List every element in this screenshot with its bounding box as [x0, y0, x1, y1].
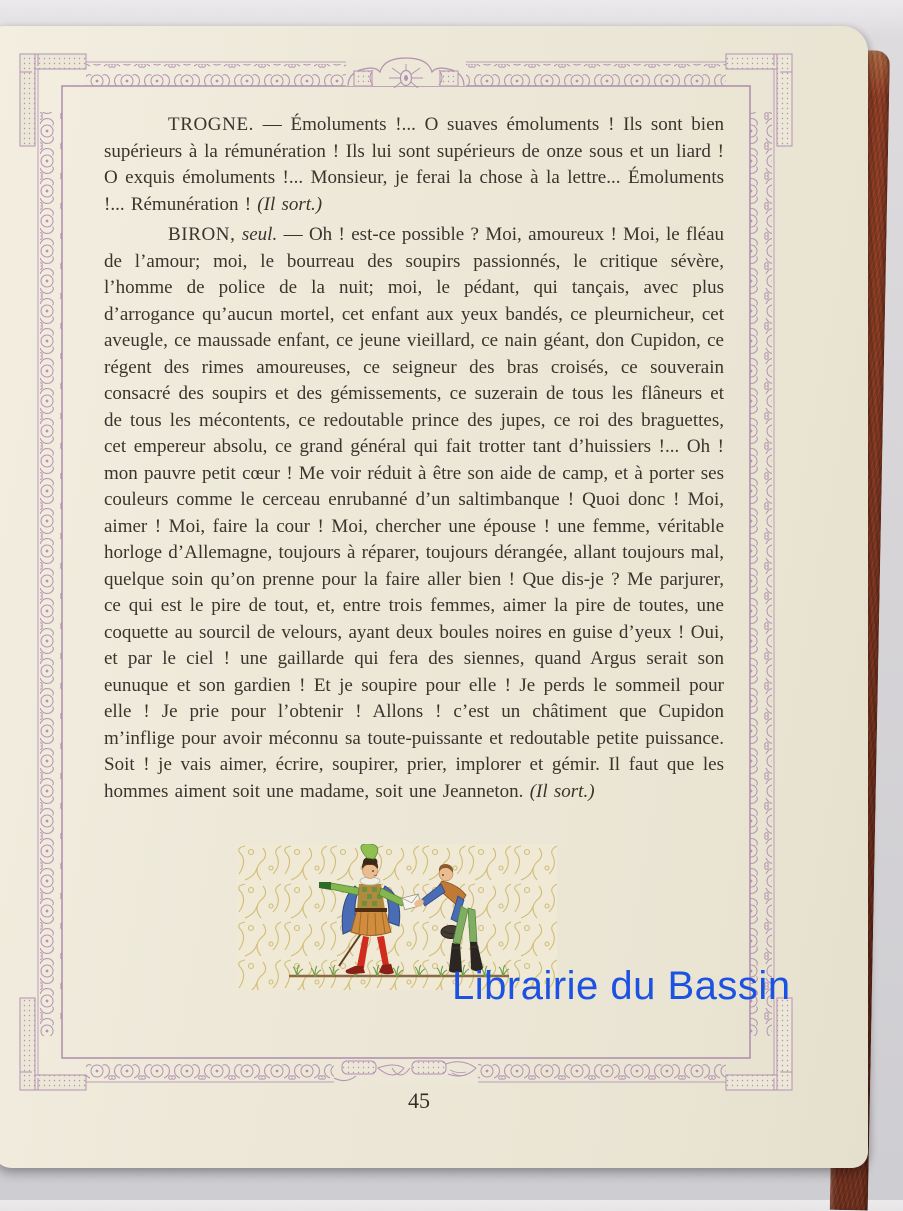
speaker-trogne: TROGNE. [168, 114, 254, 135]
top-cartouche-ornament [346, 58, 466, 88]
watermark-librairie-du-bassin: Librairie du Bassin [452, 964, 791, 1008]
speech-text: Oh ! est-ce possible ? Moi, amoureux ! Moi, le fléau de l’amour; moi, le bourreau des soupirs passionnés, le critique sévère, l’homme de police de la nuit; moi, le pédant, qui tançais, avec plus d’arrogance qu’aucun mortel, cet enfant aux yeux bandés, ce pleurnicheur, cet aveugle, ce maussade enfant, ce jeune vieillard, ce nain géant, don Cupidon, ce régent des rimes amoureuses, ce seigneur des bras croisés, ce souverain consacré des soupirs et des gémissements, ce suzerain de tous les flâneurs et de tous les mécontents, ce redoutable prince des jupes, ce roi des braguettes, cet empereur absolu, ce grand général qui fait trotter tant d’huissiers !... Oh ! mon pauvre petit cœur ! Me voir réduit à être son aide de camp, et à porter ses couleurs comme le cerceau enrubanné d’un saltimbanque ! Quoi donc ! Moi, aimer ! Moi, faire la cour ! Moi, chercher une épouse ! une femme, véritable horloge d’Allemagne, toujours à réparer, toujours dérangée, allant toujours mal, quelque soin qu’on prenne pour la faire aller bien ! Que dis-je ? Me parjurer, ce qui est le pire de tout, et, entre trois femmes, aimer la pire de toutes, une coquette au sourcil de velours, ayant deux boules noires en guise d’yeux ! Oui, et par le ciel ! une gaillarde qui fera des siennes, quand Argus serait son eunuque et son gardien ! Et je soupire pour elle ! Je perds le sommeil pour elle ! Je prie pour l’obtenir ! Allons ! c’est un châtiment que Cupidon m’inflige pour avoir méconnu sa toute-puissante et redoutable petite puissance. Soit ! je vais aimer, écrire, soupirer, prier, implorer et gémir. Il faut que les hommes aiment soit une madame, soit une Jeanneton. [104, 224, 725, 802]
speaker-role: seul. [235, 224, 278, 245]
dash-separator: — [254, 114, 291, 135]
text-block [104, 112, 724, 805]
paragraph-biron [104, 222, 724, 805]
stage-direction: (Il sort.) [529, 780, 595, 802]
stage-direction: (Il sort.) [257, 193, 323, 215]
paragraph-trogne [104, 112, 724, 218]
speech-text: Émoluments !... O suaves émoluments ! Ils sont bien supérieurs à la rémunération ! Ils lui sont supérieurs de onze sous et un liard ! O exquis émoluments !... Monsieur, je ferai la chose à la lettre... Émoluments !... Rémunération ! [104, 114, 724, 215]
page-number: 45 [408, 1088, 430, 1113]
speaker-biron: BIRON, [168, 224, 236, 245]
dash-separator: — [277, 224, 309, 245]
bottom-cartouche-ornament [334, 1059, 478, 1084]
